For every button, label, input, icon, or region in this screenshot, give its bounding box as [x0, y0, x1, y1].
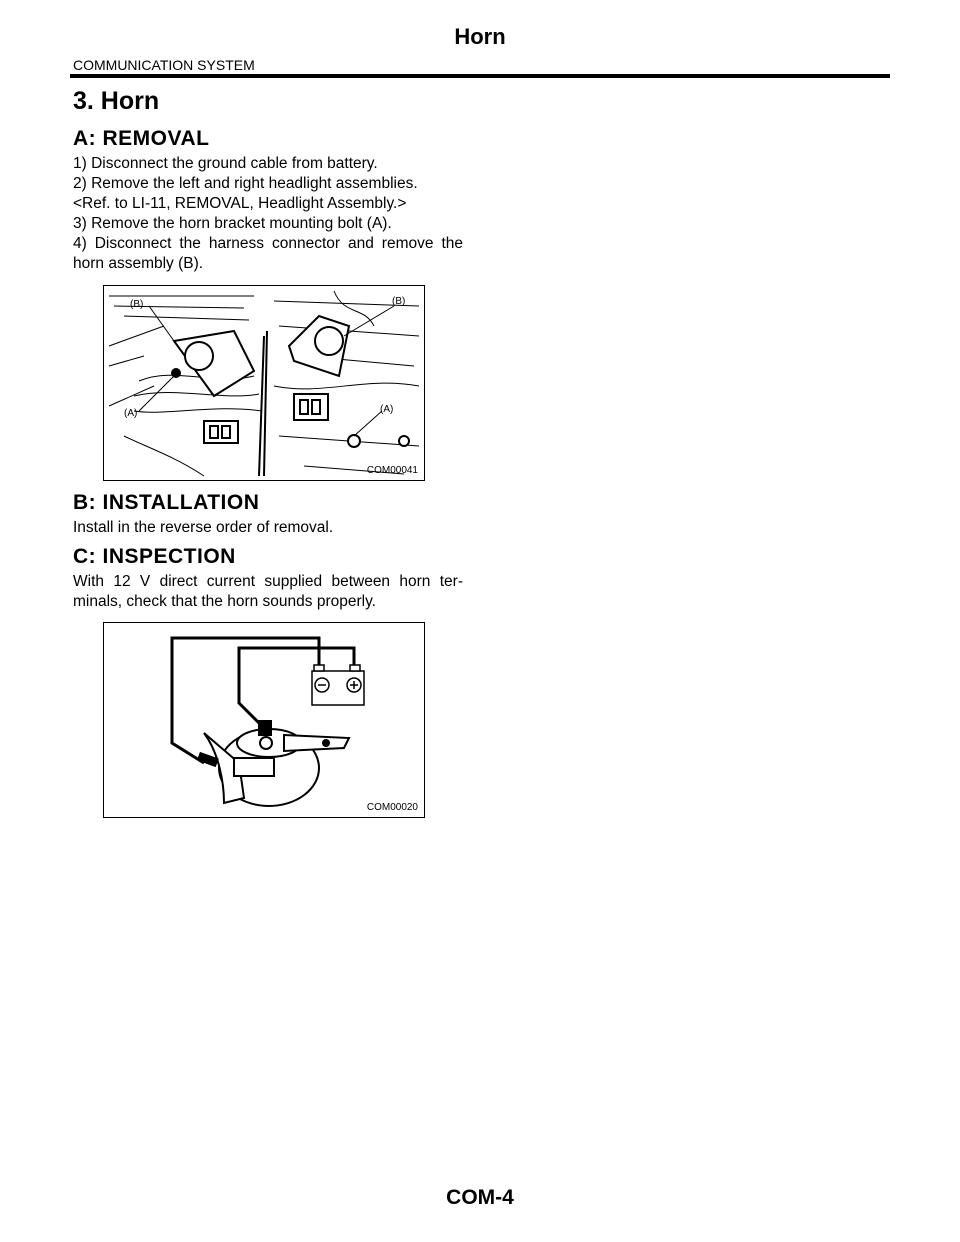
horn-battery-illustration — [104, 623, 424, 817]
removal-reference: <Ref. to LI-11, REMOVAL, Headlight Assembly.> — [73, 195, 407, 212]
callout-b-right: (B) — [392, 296, 406, 307]
removal-step-1: 1) Disconnect the ground cable from battery. — [73, 155, 378, 172]
page-title: Horn — [454, 24, 506, 49]
removal-figure — [103, 285, 425, 481]
chapter-title: 3. Horn — [73, 87, 160, 115]
removal-figure-code: COM00041 — [366, 465, 418, 476]
inspection-text: With 12 V direct current supplied between horn ter-minals, check that the horn sounds properly. — [73, 573, 463, 610]
inspection-heading: C: INSPECTION — [73, 545, 236, 568]
horn-removal-illustration — [104, 286, 424, 480]
installation-text: Install in the reverse order of removal. — [73, 519, 334, 536]
page-code: COM-4 — [446, 1186, 514, 1209]
removal-step-4: 4) Disconnect the harness connector and remove the horn assembly (B). — [73, 235, 463, 272]
content-column — [73, 86, 463, 818]
removal-step-3: 3) Remove the horn bracket mounting bolt (A). — [73, 215, 392, 232]
section-header: COMMUNICATION SYSTEM — [73, 57, 255, 73]
callout-a-left: (A) — [124, 408, 138, 419]
header-rule — [70, 74, 890, 78]
removal-step-2: 2) Remove the left and right headlight assemblies. — [73, 175, 418, 192]
installation-heading: B: INSTALLATION — [73, 491, 260, 514]
callout-a-right: (A) — [380, 404, 394, 415]
inspection-figure-code: COM00020 — [366, 802, 418, 813]
inspection-figure — [103, 622, 425, 818]
removal-heading: A: REMOVAL — [73, 127, 210, 150]
callout-b-left: (B) — [130, 299, 144, 310]
